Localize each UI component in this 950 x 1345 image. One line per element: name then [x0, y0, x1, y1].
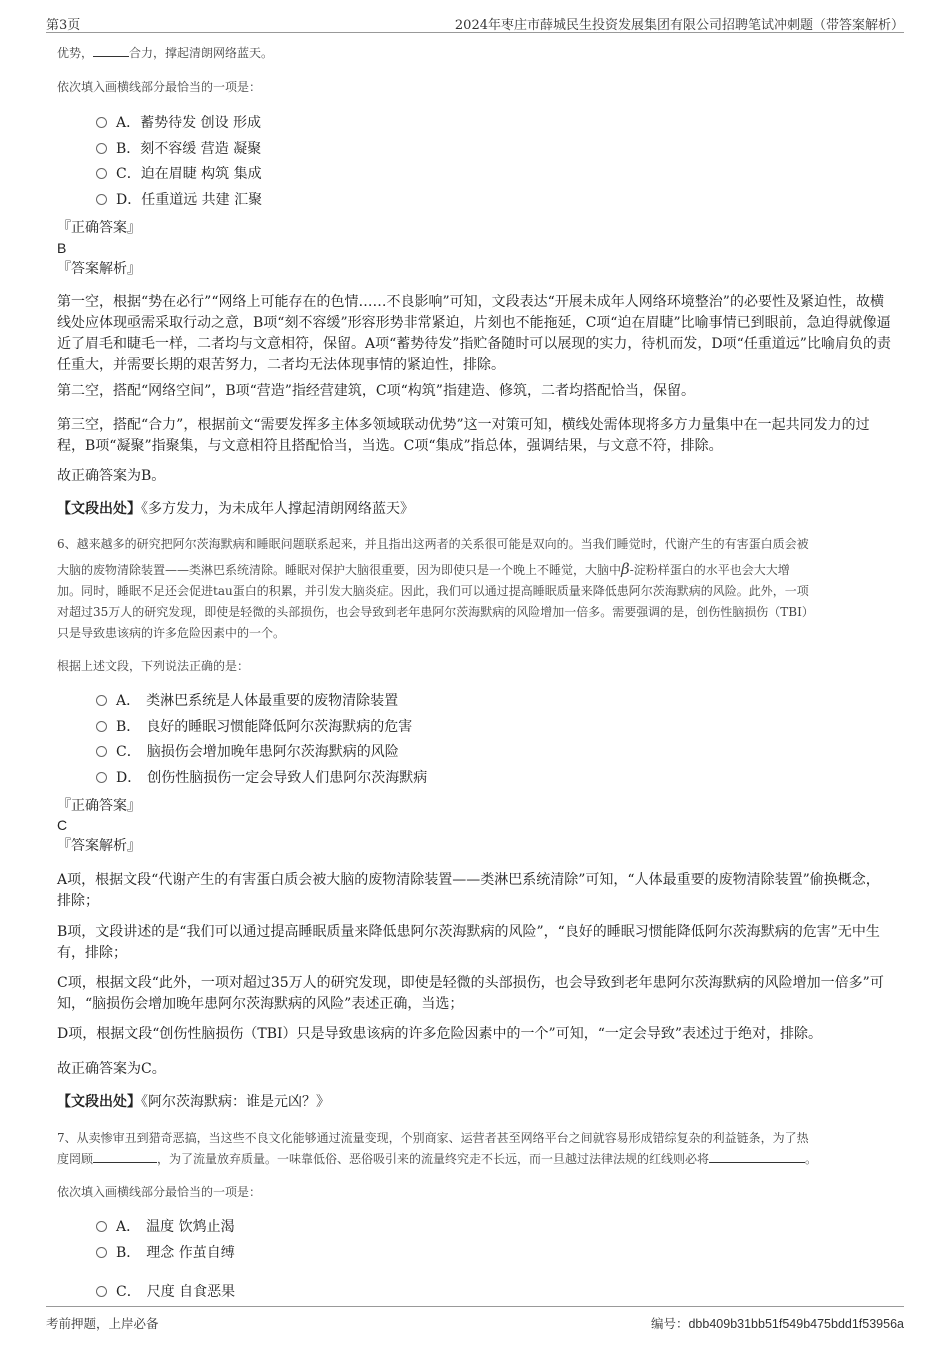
q5-blank: [93, 56, 129, 57]
q6-stem-line-5: 只是导致患该病的许多危险因素中的一个。: [57, 626, 286, 640]
q5-stem-tail: 优势， 合力，撑起清朗网络蓝天。: [57, 46, 274, 60]
q6-analysis-para-5: 故正确答案为C。: [57, 1061, 166, 1077]
page-footer: [46, 1306, 904, 1331]
q5-source: 【文段出处】《多方发力，为未成年人撑起清朗网络蓝天》: [57, 501, 414, 517]
q5-option-a[interactable]: A．蓄势待发 创设 形成: [96, 112, 261, 134]
page-header: [46, 12, 904, 33]
q7-option-a[interactable]: A． 温度 饮鸩止渴: [96, 1216, 235, 1238]
page-number: 第3页: [46, 18, 81, 33]
q5-option-d[interactable]: D．任重道远 共建 汇聚: [96, 189, 262, 211]
q6-answer-label: 『正确答案』: [57, 798, 141, 814]
radio-icon[interactable]: [96, 117, 107, 128]
q6-stem-line-1: 6、越来越多的研究把阿尔茨海默病和睡眠问题联系起来，并且指出这两者的关系很可能是双向的。当我们睡觉时，代谢产生的有害蛋白质会被: [57, 537, 809, 551]
q5-prompt: 依次填入画横线部分最恰当的一项是：: [57, 80, 262, 94]
q6-source: 【文段出处】《阿尔茨海默病：谁是元凶？》: [57, 1094, 330, 1110]
q5-analysis-para-1: 第一空，根据“势在必行”“网络上可能存在的色情……不良影响”可知，文段表达“开展未成年人网络环境整治”的必要性及紧迫性，故横线处应体现亟需采取行动之意，B项“刻不容缓”形容形势非常紧迫，片刻也不能拖延，C项“迫在眉睫”比喻事情已到眼前，急迫得就像逼近了眉毛和睫毛一样，二者均与文意相符，保留。A项“蓄势待发”指贮备随时可以展现的实力，待机而发，D项“任重道远”比喻肩负的责任重大，并需要长期的艰苦努力，二者均无法体现事情的紧迫性，排除。: [57, 294, 891, 373]
radio-icon[interactable]: [96, 772, 107, 783]
q6-analysis-para-2: B项，文段讲述的是“我们可以通过提高睡眠质量来降低患阿尔茨海默病的风险”，“良好的睡眠习惯能降低阿尔茨海默病的危害”无中生有，排除；: [57, 924, 880, 961]
q7-stem-line-2: 度罔顾 ，为了流量放弃质量。一味靠低俗、恶俗吸引来的流量终究走不长远，而一旦越过法律法规的红线则必将 。: [57, 1152, 818, 1166]
q6-analysis-para-3: C项，根据文段“此外，一项对超过35万人的研究发现，即使是轻微的头部损伤，也会导致到老年患阿尔茨海默病的风险增加一倍多”可知，“脑损伤会增加晚年患阿尔茨海默病的风险”表述正确，当选；: [57, 975, 884, 1012]
radio-icon[interactable]: [96, 1286, 107, 1297]
footer-slogan: 考前押题，上岸必备: [46, 1316, 159, 1331]
q6-answer: C: [57, 817, 68, 833]
q6-analysis-para-1: A项，根据文段“代谢产生的有害蛋白质会被大脑的废物清除装置——类淋巴系统清除”可知，“人体最重要的废物清除装置”偷换概念，排除；: [57, 872, 880, 909]
q7-blank-2: [709, 1162, 805, 1163]
radio-icon[interactable]: [96, 695, 107, 706]
q6-stem-line-3: 加。同时，睡眠不足还会促进tau蛋白的积累，并引发大脑炎症。因此，我们可以通过提高睡眠质量来降低患阿尔茨海默病的风险。此外，一项: [57, 584, 809, 598]
radio-icon[interactable]: [96, 1221, 107, 1232]
q5-analysis-para-2: 第二空，搭配“网络空间”，B项“营造”指经营建筑，C项“构筑”指建造、修筑，二者均搭配恰当，保留。: [57, 383, 695, 399]
q6-prompt: 根据上述文段，下列说法正确的是：: [57, 659, 250, 673]
q5-option-b[interactable]: B．刻不容缓 营造 凝聚: [96, 138, 261, 160]
radio-icon[interactable]: [96, 746, 107, 757]
q7-blank-1: [93, 1162, 157, 1163]
q7-prompt: 依次填入画横线部分最恰当的一项是：: [57, 1185, 262, 1199]
document-title: 2024年枣庄市薛城民生投资发展集团有限公司招聘笔试冲刺题（带答案解析）: [454, 18, 904, 33]
q5-option-c[interactable]: C．迫在眉睫 构筑 集成: [96, 163, 262, 185]
radio-icon[interactable]: [96, 143, 107, 154]
q5-answer: B: [57, 240, 67, 256]
q7-stem-line-1: 7、从卖惨审丑到猎奇恶搞，当这些不良文化能够通过流量变现，个别商家、运营者甚至网络平台之间就容易形成错综复杂的利益链条，为了热: [57, 1131, 809, 1145]
q7-option-b[interactable]: B． 理念 作茧自缚: [96, 1242, 235, 1264]
q6-option-b[interactable]: B． 良好的睡眠习惯能降低阿尔茨海默病的危害: [96, 716, 412, 738]
q6-analysis-para-4: D项，根据文段“创伤性脑损伤（TBI）只是导致患该病的许多危险因素中的一个”可知，“一定会导致”表述过于绝对，排除。: [57, 1026, 823, 1042]
radio-icon[interactable]: [96, 194, 107, 205]
q6-option-d[interactable]: D． 创伤性脑损伤一定会导致人们患阿尔茨海默病: [96, 767, 427, 789]
radio-icon[interactable]: [96, 1247, 107, 1258]
q6-option-c[interactable]: C． 脑损伤会增加晚年患阿尔茨海默病的风险: [96, 741, 399, 763]
footer-doc-id: 编号：dbb409b31bb51f549b475bdd1f53956a: [650, 1317, 904, 1331]
q6-option-a[interactable]: A． 类淋巴系统是人体最重要的废物清除装置: [96, 690, 398, 712]
q5-answer-label: 『正确答案』: [57, 220, 141, 236]
q6-stem-line-2: 大脑的废物清除装置——类淋巴系统清除。睡眠对保护大脑很重要，因为即使只是一个晚上不睡觉，大脑中β-淀粉样蛋白的水平也会大大增: [57, 560, 790, 578]
q5-analysis-para-4: 故正确答案为B。: [57, 468, 166, 484]
radio-icon[interactable]: [96, 721, 107, 732]
q5-analysis-label: 『答案解析』: [57, 261, 141, 277]
radio-icon[interactable]: [96, 168, 107, 179]
q6-stem-line-4: 对超过35万人的研究发现，即使是轻微的头部损伤，也会导致到老年患阿尔茨海默病的风险增加一倍多。需要强调的是，创伤性脑损伤（TBI）: [57, 605, 814, 619]
q5-analysis-para-3: 第三空，搭配“合力”，根据前文“需要发挥多主体多领域联动优势”这一对策可知，横线处需体现将多方力量集中在一起共同发力的过程，B项“凝聚”指聚集，与文意相符且搭配恰当，当选。C项“集成”指总体，强调结果，与文意不符，排除。: [57, 417, 870, 454]
q6-analysis-label: 『答案解析』: [57, 838, 141, 854]
q7-option-c[interactable]: C． 尺度 自食恶果: [96, 1281, 235, 1303]
